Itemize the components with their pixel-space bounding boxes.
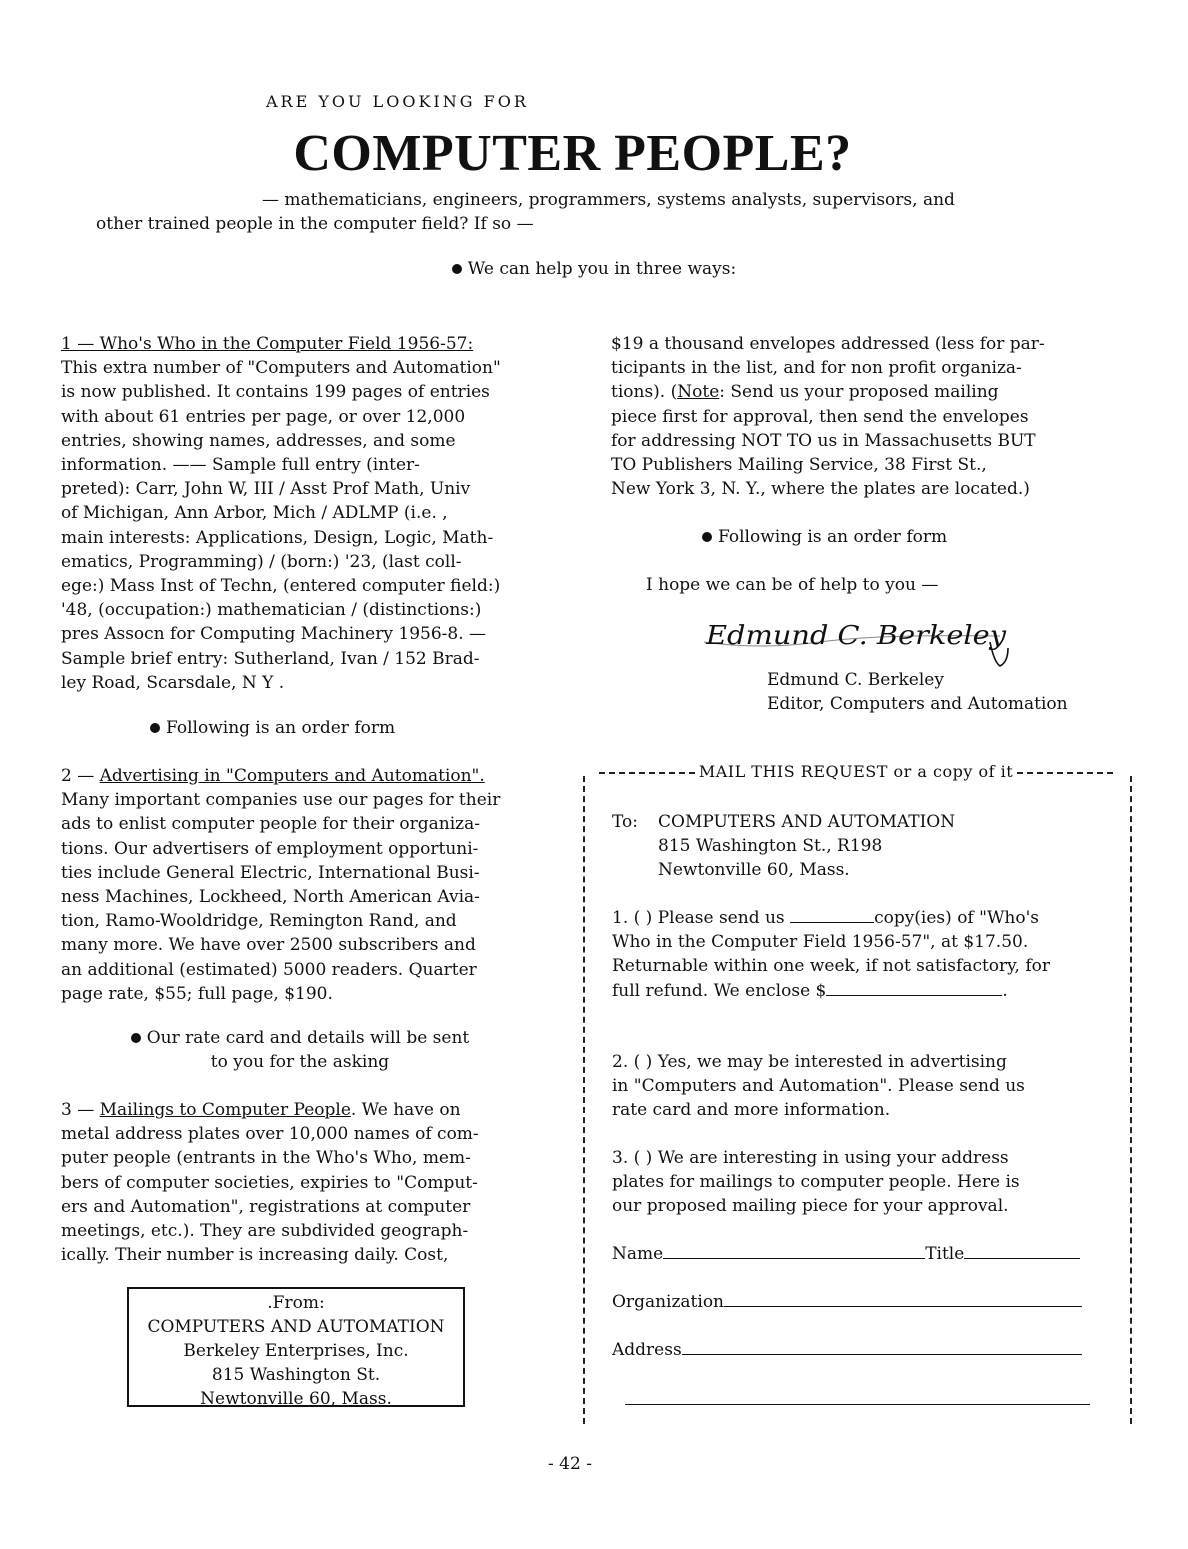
item-1-text-c: Who in the Computer Field 1956-57", at $17.50. Returnable within one week, if not satisfactory, for	[612, 932, 1050, 977]
bullet-icon	[150, 723, 160, 733]
from-line-3: 815 Washington St.	[211, 1365, 381, 1385]
form-item-1-line-1	[612, 906, 1112, 930]
signer-name: Edmund C. Berkeley	[767, 670, 944, 690]
title-label: Title	[925, 1244, 965, 1264]
signer-block	[767, 668, 1068, 716]
bullet-icon	[131, 1033, 141, 1043]
page-title: COMPUTER PEOPLE?	[293, 125, 852, 182]
mail-to-line-2: 815 Washington St., R198	[658, 836, 883, 857]
signer-title: Editor, Computers and Automation	[767, 694, 1068, 715]
form-item-1-line-4: full refund. We enclose $ .	[612, 980, 1008, 1001]
section-3-heading-line	[61, 1098, 551, 1122]
page-number: - 42 -	[548, 1454, 592, 1474]
mail-to-label: To:	[612, 812, 638, 832]
mailing-para-a: $19 a thousand envelopes addressed (less for par- ticipants in the list, and for non profit organiza- tions). (	[611, 334, 1045, 403]
copies-field[interactable]	[790, 906, 874, 923]
section-3-first-line: . We have on	[350, 1100, 461, 1120]
mail-banner-text: MAIL THIS REQUEST or a copy of it	[698, 762, 1014, 781]
name-title-row	[612, 1242, 1080, 1266]
bullet-icon	[702, 532, 712, 542]
item-1-text-d: full refund. We enclose $	[612, 980, 827, 1001]
name-field[interactable]	[663, 1242, 925, 1259]
intro-line-2: other trained people in the computer field? If so —	[96, 214, 534, 234]
organization-row	[612, 1290, 1082, 1314]
section-2-heading: Advertising in "Computers and Automation".	[99, 766, 485, 786]
section-3-heading: Mailings to Computer People	[99, 1100, 351, 1120]
mail-to-line-3: Newtonville 60, Mass.	[658, 860, 850, 881]
mail-to-address	[658, 810, 955, 883]
intro-paragraph	[96, 188, 1056, 236]
address-label: Address	[612, 1340, 682, 1360]
section-1	[61, 332, 551, 695]
help-line	[0, 259, 1188, 279]
form-item-1	[612, 906, 1112, 1003]
form-item-2: 2. ( ) Yes, we may be interested in advertising in "Computers and Automation". Please send us rate card and more information.	[612, 1052, 1025, 1121]
help-text: We can help you in three ways:	[467, 259, 737, 279]
section-2	[61, 764, 551, 1006]
section-2-number: 2 —	[61, 766, 100, 786]
item-1-text-b: copy(ies) of "Who's	[874, 908, 1039, 928]
organization-label: Organization	[612, 1292, 725, 1312]
bullet-icon	[452, 264, 462, 274]
organization-field[interactable]	[724, 1290, 1082, 1307]
name-label: Name	[612, 1244, 664, 1264]
address-field[interactable]	[682, 1338, 1082, 1355]
from-label: .From:	[267, 1293, 325, 1313]
rate-note-line-2: to you for the asking	[210, 1052, 390, 1073]
order-note-right-text: Following is an order form	[718, 527, 948, 547]
rate-note-line-1: Our rate card and details will be sent	[146, 1028, 470, 1048]
section-1-body: This extra number of "Computers and Automation" is now published. It contains 199 pages of entries with about 61 entries per page, or over 12,000 entries, showing names, addresses, and some information. —— Sample full entry (inter- preted): Carr, John W, III / Asst Prof Math, Univ of Michigan, Ann Arbor, Mich / ADLMP (i.e. , main interests: Applications, Design, Logic, Math- ematics, Programming) / (born:) '23, (last coll- ege:) Mass Inst of Techn, (entered computer field:) '48, (occupation:) mathematician / (distinctions:) pres Assocn for Computing Machinery 1956-8. — Sample brief entry: Sutherland, Ivan / 152 Brad- ley Road, Scarsdale, N Y .	[61, 358, 501, 693]
address-row	[612, 1338, 1082, 1362]
from-address-box	[127, 1287, 465, 1407]
section-2-heading-line	[61, 764, 551, 788]
form-item-3: 3. ( ) We are interesting in using your address plates for mailings to computer people. Here is our proposed mailing piece for your approval.	[612, 1148, 1020, 1217]
rate-card-note	[100, 1026, 500, 1074]
enclose-amount-field[interactable]	[826, 979, 1002, 996]
order-note-left	[150, 716, 395, 740]
title-field[interactable]	[964, 1242, 1080, 1259]
section-3-body: metal address plates over 10,000 names of com- puter people (entrants in the Who's Who, mem- bers of computer societies, expiries to "Comput- ers and Automation", registrations at computer meetings, etc.). They are subdivided geograph- ically. Their number is increasing daily. Cost,	[61, 1124, 479, 1266]
item-1-text-a: 1. ( ) Please send us	[612, 908, 791, 928]
signature-text: Edmund C. Berkeley	[704, 621, 1007, 651]
from-line-2: Berkeley Enterprises, Inc.	[183, 1341, 409, 1361]
dashed-rule	[1017, 772, 1113, 774]
hope-text: I hope we can be of help to you —	[646, 575, 939, 595]
section-3-number: 3 —	[61, 1100, 100, 1120]
from-line-1: COMPUTERS AND AUTOMATION	[147, 1317, 445, 1337]
mailing-cost-paragraph	[611, 332, 1111, 501]
order-note-text: Following is an order form	[166, 718, 396, 738]
section-1-heading: 1 — Who's Who in the Computer Field 1956-57:	[61, 334, 474, 354]
from-line-4: Newtonville 60, Mass.	[200, 1389, 392, 1409]
mailing-para-b: : Send us your proposed mailing piece first for approval, then send the envelopes for addressing NOT TO us in Massachusetts BUT TO Publishers Mailing Service, 38 First St., New York 3, N. Y., where the plates are located.)	[611, 382, 1036, 500]
section-2-body: Many important companies use our pages for their ads to enlist computer people for their organiza- tions. Our advertisers of employment opportuni- ties include General Electric, International Busi- ness Machines, Lockheed, North American Avia- tion, Ramo-Wooldridge, Remington Rand, and many more. We have over 2500 subscribers and an additional (estimated) 5000 readers. Quarter page rate, $55; full page, $190.	[61, 790, 501, 1004]
signature	[700, 612, 1020, 672]
mail-to-line-1: COMPUTERS AND AUTOMATION	[658, 812, 956, 832]
kicker-text: ARE YOU LOOKING FOR	[266, 92, 529, 111]
intro-line-1: — mathematicians, engineers, programmers, systems analysts, supervisors, and	[262, 190, 955, 210]
note-label: Note	[677, 382, 720, 403]
address-field-line-2[interactable]	[625, 1404, 1090, 1405]
dashed-rule	[599, 772, 695, 774]
section-3	[61, 1098, 551, 1267]
order-note-right	[702, 525, 947, 549]
